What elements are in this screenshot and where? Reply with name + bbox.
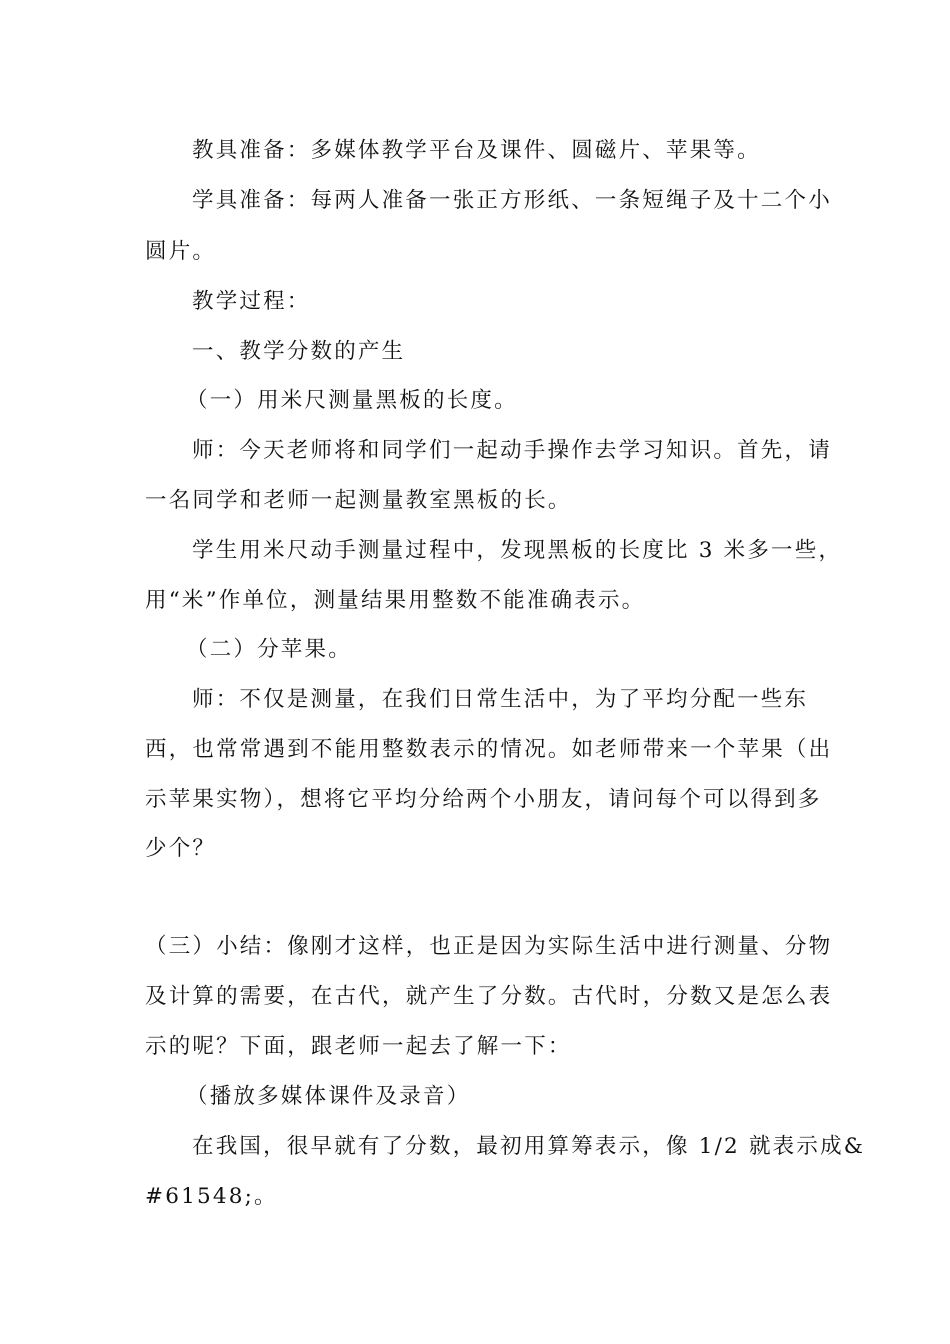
paragraph-history: 在我国，很早就有了分数，最初用算筹表示，像 1/2 就表示成& bbox=[192, 1134, 866, 1159]
paragraph-history-cont: #61548;。 bbox=[145, 1184, 278, 1209]
paragraph-teacher-1: 师：今天老师将和同学们一起动手操作去学习知识。首先，请 bbox=[192, 438, 832, 463]
paragraph-teacher-2-cont-3: 少个？ bbox=[145, 836, 217, 861]
paragraph-summary-cont-2: 示的呢？下面，跟老师一起去了解一下： bbox=[145, 1034, 572, 1059]
heading-section-one: 一、教学分数的产生 bbox=[192, 339, 406, 364]
paragraph-student-aids-cont: 圆片。 bbox=[145, 239, 217, 264]
paragraph-play-media: （播放多媒体课件及录音） bbox=[186, 1084, 471, 1109]
paragraph-student-aids: 学具准备：每两人准备一张正方形纸、一条短绳子及十二个小 bbox=[192, 188, 832, 213]
subheading-measure: （一）用米尺测量黑板的长度。 bbox=[186, 388, 518, 413]
paragraph-summary: （三）小结：像刚才这样，也正是因为实际生活中进行测量、分物 bbox=[145, 934, 833, 959]
paragraph-summary-cont-1: 及计算的需要，在古代，就产生了分数。古代时，分数又是怎么表 bbox=[145, 984, 833, 1009]
paragraph-teacher-2-cont-1: 西，也常常遇到不能用整数表示的情况。如老师带来一个苹果（出 bbox=[145, 737, 833, 762]
paragraph-student-measure: 学生用米尺动手测量过程中，发现黑板的长度比 3 米多一些， bbox=[192, 538, 843, 563]
paragraph-teacher-2: 师：不仅是测量，在我们日常生活中，为了平均分配一些东 bbox=[192, 687, 809, 712]
heading-teaching-process: 教学过程： bbox=[192, 289, 311, 314]
paragraph-teacher-2-cont-2: 示苹果实物），想将它平均分给两个小朋友，请问每个可以得到多 bbox=[145, 787, 822, 812]
paragraph-teaching-aids: 教具准备：多媒体教学平台及课件、圆磁片、苹果等。 bbox=[192, 138, 761, 163]
subheading-apple: （二）分苹果。 bbox=[186, 637, 352, 662]
paragraph-student-measure-cont: 用“米”作单位，测量结果用整数不能准确表示。 bbox=[145, 588, 646, 613]
paragraph-teacher-1-cont: 一名同学和老师一起测量教室黑板的长。 bbox=[145, 488, 572, 513]
